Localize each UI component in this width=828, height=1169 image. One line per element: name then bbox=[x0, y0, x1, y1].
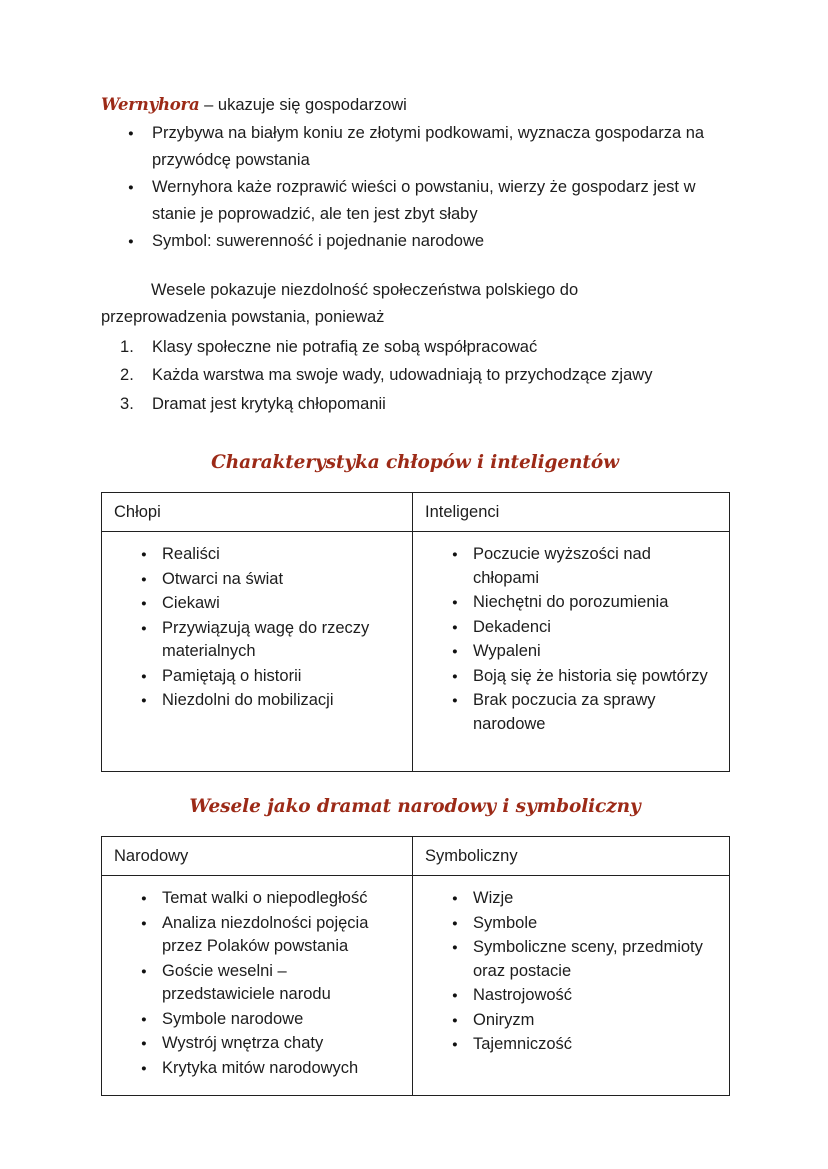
list-item: ● Pamiętają o historii bbox=[102, 665, 404, 689]
spacer bbox=[101, 817, 729, 836]
list-item: ● Poczucie wyższości nad chłopami bbox=[413, 543, 721, 590]
list-item: Klasy społeczne nie potrafią ze sobą współpracować bbox=[152, 337, 538, 356]
list-item: ● Otwarci na świat bbox=[102, 568, 404, 592]
list-item: ● Boją się że historia się powtórzy bbox=[413, 665, 721, 689]
section-title-2: Wesele jako dramat narodowy i symboliczny bbox=[189, 796, 641, 817]
list-item: ● Ciekawi bbox=[102, 592, 404, 616]
intro-term-rest: – ukazuje się gospodarzowi bbox=[199, 96, 407, 114]
summary-numbered-list bbox=[101, 334, 729, 418]
list-item: ● Symbol: suwerenność i pojednanie narodowe bbox=[101, 228, 729, 255]
list-item: ● Niezdolni do mobilizacji bbox=[102, 689, 404, 713]
table-column-header: Inteligenci bbox=[413, 493, 730, 532]
list-item: ● Przybywa na białym koniu ze złotymi podkowami, wyznacza gospodarza na przywódcę powstania bbox=[101, 120, 729, 173]
table-header-row bbox=[102, 837, 730, 876]
table-header-row bbox=[102, 493, 730, 532]
table-cell-symboliczny bbox=[413, 876, 730, 1096]
list-item: ● Temat walki o niepodległość bbox=[102, 887, 404, 911]
list-item: ● Niechętni do porozumienia bbox=[413, 591, 721, 615]
table-column-header: Chłopi bbox=[102, 493, 413, 532]
table-column-header: Symboliczny bbox=[413, 837, 730, 876]
spacer bbox=[101, 473, 729, 492]
table-row bbox=[102, 532, 730, 772]
list-item: Dramat jest krytyką chłopomanii bbox=[152, 394, 386, 413]
spacer bbox=[101, 772, 729, 796]
intro-bullet-list bbox=[101, 120, 729, 255]
cell-bullet-list bbox=[413, 887, 721, 1057]
document-content bbox=[101, 92, 729, 1096]
list-item: ● Realiści bbox=[102, 543, 404, 567]
list-item: ● Symbole bbox=[413, 912, 721, 936]
list-item: ● Dekadenci bbox=[413, 616, 721, 640]
list-item: ● Goście weselni – przedstawiciele narodu bbox=[102, 960, 404, 1007]
spacer bbox=[101, 419, 729, 452]
list-item: ● Nastrojowość bbox=[413, 984, 721, 1008]
summary-paragraph-text: Wesele pokazuje niezdolność społeczeństwa polskiego do przeprowadzenia powstania, ponieważ bbox=[101, 280, 579, 326]
cell-bullet-list bbox=[102, 543, 404, 713]
list-item: ● Przywiązują wagę do rzeczy materialnych bbox=[102, 617, 404, 664]
list-item: ● Tajemniczość bbox=[413, 1033, 721, 1057]
table-column-header: Narodowy bbox=[102, 837, 413, 876]
list-item: ● Wypaleni bbox=[413, 640, 721, 664]
list-item: ● Symboliczne sceny, przedmioty oraz postacie bbox=[413, 936, 721, 983]
intro-lead-line bbox=[101, 92, 729, 118]
list-item: ● Wizje bbox=[413, 887, 721, 911]
list-item: ● Oniryzm bbox=[413, 1009, 721, 1033]
intro-term: Wernyhora bbox=[101, 95, 200, 114]
characteristics-table bbox=[101, 492, 730, 772]
table-cell-narodowy bbox=[102, 876, 413, 1096]
cell-bullet-list bbox=[102, 887, 404, 1080]
table-cell-chlopi bbox=[102, 532, 413, 772]
list-item: ● Analiza niezdolności pojęcia przez Polaków powstania bbox=[102, 912, 404, 959]
list-item: Każda warstwa ma swoje wady, udowadniają to przychodzące zjawy bbox=[152, 366, 653, 384]
list-item: ● Symbole narodowe bbox=[102, 1008, 404, 1032]
table-row bbox=[102, 876, 730, 1096]
section-title-1: Charakterystyka chłopów i inteligentów bbox=[211, 452, 619, 473]
list-item: ● Wernyhora każe rozprawić wieści o powstaniu, wierzy że gospodarz jest w stanie je poprowadzić, ale ten jest zbyt słaby bbox=[101, 174, 729, 227]
drama-table bbox=[101, 836, 730, 1096]
summary-paragraph bbox=[101, 277, 641, 331]
table-cell-inteligenci bbox=[413, 532, 730, 772]
cell-bullet-list bbox=[413, 543, 721, 736]
list-item: ● Krytyka mitów narodowych bbox=[102, 1057, 404, 1081]
list-item: ● Brak poczucia za sprawy narodowe bbox=[413, 689, 721, 736]
list-item: ● Wystrój wnętrza chaty bbox=[102, 1032, 404, 1056]
